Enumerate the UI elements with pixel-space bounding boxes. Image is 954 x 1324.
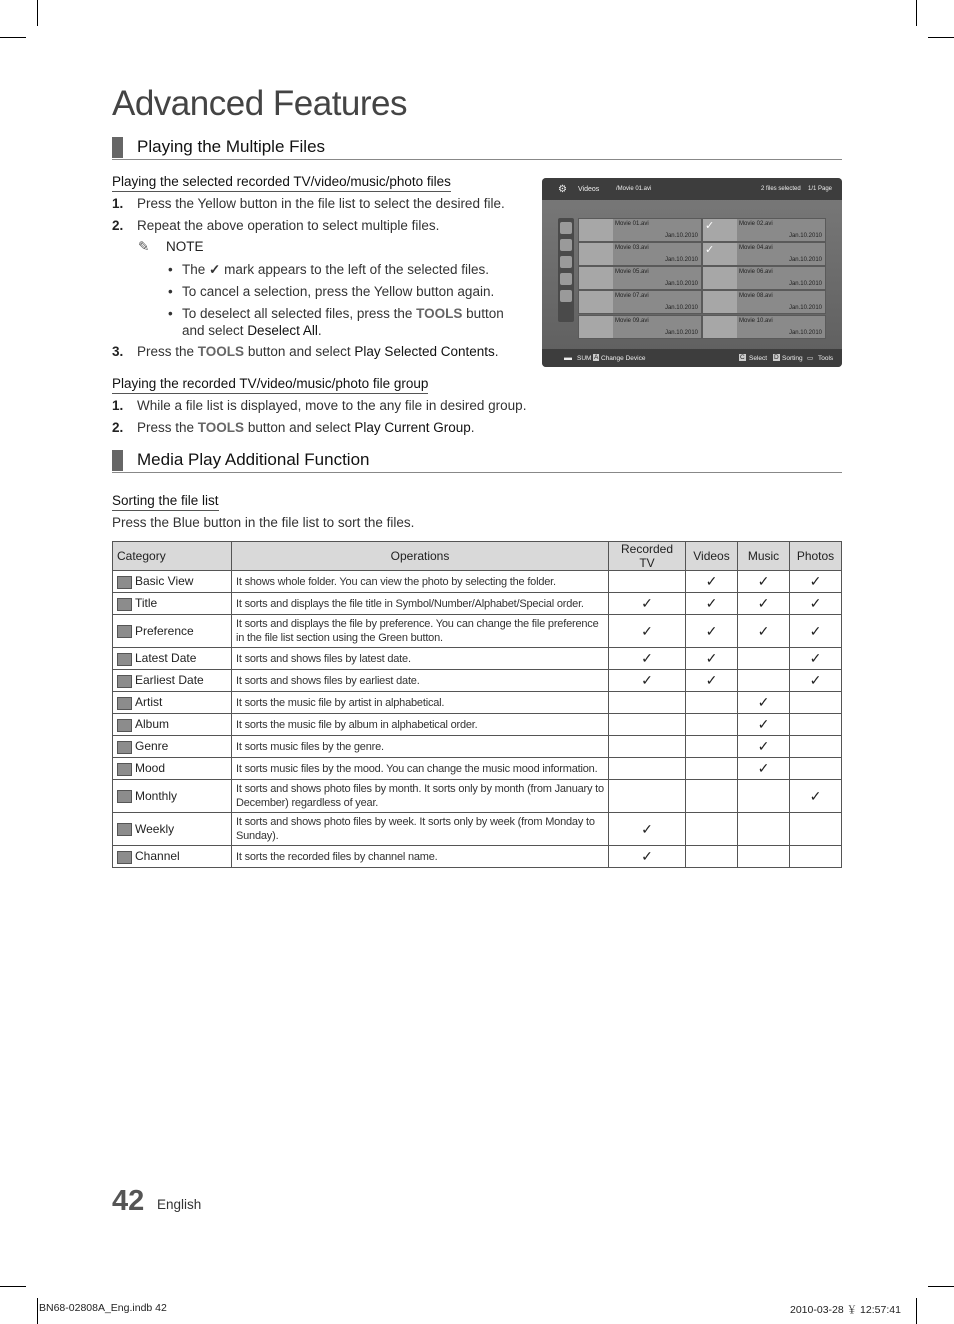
music-check: ✓ [738,615,790,648]
table-row [113,692,842,714]
recorded-tv-check [609,571,686,593]
note-text: To cancel a selection, press the Yellow button again. [182,284,495,299]
play-group-keyword: Play Current Group [354,420,471,435]
category-icon [117,675,132,688]
category-label: Mood [135,761,166,776]
bullet-dot-icon: • [168,284,173,299]
tv-footer [542,349,842,367]
photos-check [790,758,842,780]
subheading-selected-files: Playing the selected recorded TV/video/music/photo files [112,174,451,192]
file-date: Jan.10.2010 [664,233,698,239]
table-row [113,648,842,670]
group-step-2: 2. Press the TOOLS button and select Play Current Group. [112,420,475,435]
crop-mark [916,0,917,26]
music-check: ✓ [738,758,790,780]
recorded-tv-check [609,736,686,758]
photos-check: ✓ [790,571,842,593]
tv-file-tile[interactable] [578,218,702,242]
file-name: Movie 09.avi [615,318,649,324]
tools-keyword: TOOLS [197,420,245,435]
file-name: Movie 07.avi [615,293,649,299]
videos-check: ✓ [686,571,738,593]
file-date: Jan.10.2010 [788,305,822,311]
file-name: Movie 10.avi [739,318,773,324]
tools-icon: ▭ [807,355,814,362]
section-title: Playing the Multiple Files [137,137,326,156]
category-icon [117,697,132,710]
operation-cell: It sorts and shows photo files by week. It sorts only by week (from Monday to Sunday). [232,813,609,846]
step-text: button and select [247,344,351,359]
file-name: Movie 05.avi [615,269,649,275]
deselect-all-keyword: Deselect All [247,323,318,338]
tv-file-tile[interactable] [578,290,702,314]
recorded-tv-check [609,692,686,714]
file-name: Movie 03.avi [615,245,649,251]
section-bar [112,137,123,158]
tv-file-list-screenshot [542,178,842,367]
step-text: button and select [247,420,351,435]
page-number: 42 [112,1185,145,1217]
category-icon [117,763,132,776]
category-cell [113,813,232,846]
music-check [738,648,790,670]
note-text: To deselect all selected files, press the [182,306,413,321]
col-header: Operations [232,542,609,571]
subheading-sorting: Sorting the file list [112,493,219,511]
bullet-dot-icon: • [168,306,173,321]
note-block [138,239,204,255]
step-text: While a file list is displayed, move to the any file in desired group. [137,398,527,413]
category-label: Album [135,717,170,732]
crop-mark [928,37,954,38]
film-reel-icon [703,291,737,313]
thumbnail [579,219,613,241]
photos-check [790,692,842,714]
checkmark-icon: ✓ [209,262,221,277]
tv-file-tile[interactable] [578,315,702,339]
note-text: and select [182,323,244,338]
tv-header-path: /Movie 01.avi [616,186,652,192]
tv-header-title: Videos [578,186,600,193]
tv-file-tile[interactable] [578,266,702,290]
step-text: Press the [137,344,195,359]
table-row [113,736,842,758]
note-pencil-icon: ✎ [138,239,150,254]
category-cell [113,648,232,670]
d-button-key: D [774,354,779,361]
tv-file-tile[interactable] [702,218,826,242]
category-cell [113,692,232,714]
step-1: 1. Press the Yellow button in the file list to select the desired file. [112,196,505,211]
recorded-tv-check [609,780,686,813]
tools-label: Tools [818,355,834,362]
note-text: button [466,306,504,321]
crop-mark [0,1286,26,1287]
file-name: Movie 02.avi [739,221,773,227]
table-row [113,846,842,868]
photos-check: ✓ [790,670,842,692]
film-reel-icon [579,316,613,338]
video-reel-icon: ⚙ [558,184,567,195]
group-step-1: 1. While a file list is displayed, move to the any file in desired group. [112,398,527,413]
category-label: Latest Date [135,651,197,666]
section-title: Media Play Additional Function [137,450,370,469]
crop-mark [0,37,26,38]
operation-cell: It sorts and shows files by latest date. [232,648,609,670]
photos-check: ✓ [790,780,842,813]
music-check [738,670,790,692]
videos-check [686,736,738,758]
step-text: Repeat the above operation to select multiple files. [137,218,440,233]
sorting-intro: Press the Blue button in the file list to sort the files. [112,515,415,530]
recorded-tv-check [609,714,686,736]
videos-check [686,846,738,868]
category-icon [117,576,132,589]
photos-check [790,714,842,736]
col-header: Recorded TV [609,542,686,571]
operation-cell: It shows whole folder. You can view the photo by selecting the folder. [232,571,609,593]
category-icon [117,625,132,638]
category-cell [113,571,232,593]
tv-page: 1/1 Page [808,186,833,192]
category-label: Title [135,596,158,611]
film-reel-icon [703,316,737,338]
file-name: Movie 04.avi [739,245,773,251]
videos-check [686,758,738,780]
thumbnail [579,243,613,265]
operation-cell: It sorts and displays the file by preference. You can change the file preference in the file list section using the Green button. [232,615,609,648]
table-row [113,593,842,615]
operation-cell: It sorts and shows photo files by month. It sorts only by month (from January to December) regardless of year. [232,780,609,813]
file-date: Jan.10.2010 [664,281,698,287]
file-date: Jan.10.2010 [788,281,822,287]
select-label: Select [749,355,768,362]
music-check: ✓ [738,714,790,736]
tv-selected-count: 2 files selected [761,186,801,192]
operation-cell: It sorts the recorded files by channel name. [232,846,609,868]
photos-check [790,813,842,846]
tools-keyword: TOOLS [416,306,463,321]
subheading-file-group: Playing the recorded TV/video/music/photo file group [112,376,428,394]
operation-cell: It sorts and displays the file title in Symbol/Number/Alphabet/Special order. [232,593,609,615]
crop-mark [928,1286,954,1287]
table-row [113,571,842,593]
checkmark-icon: ✓ [705,244,715,256]
usb-device-icon: ▬ [564,353,572,362]
photos-check: ✓ [790,648,842,670]
tools-keyword: TOOLS [197,344,245,359]
recorded-tv-check: ✓ [609,670,686,692]
videos-check: ✓ [686,593,738,615]
category-cell [113,736,232,758]
music-check: ✓ [738,593,790,615]
a-button-key: A [594,354,599,361]
tv-file-tile[interactable] [702,315,826,339]
section-heading-media-play [112,450,842,473]
checkmark-icon: ✓ [705,220,715,232]
category-label: Monthly [135,788,178,803]
category-label: Preference [135,623,194,638]
photos-check: ✓ [790,593,842,615]
videos-check [686,813,738,846]
music-check [738,846,790,868]
category-label: Weekly [135,821,175,836]
table-row [113,780,842,813]
table-row [113,813,842,846]
file-date: Jan.10.2010 [664,257,698,263]
category-cell [113,714,232,736]
recorded-tv-check: ✓ [609,615,686,648]
category-label: Genre [135,739,169,754]
category-icon [117,823,132,836]
note-text: mark appears to the left of the selected files. [224,262,490,277]
file-date: Jan.10.2010 [664,330,698,336]
music-check: ✓ [738,571,790,593]
file-date: Jan.10.2010 [788,233,822,239]
step-2: 2. Repeat the above operation to select multiple files. [112,218,440,233]
videos-check [686,692,738,714]
file-name: Movie 06.avi [739,269,773,275]
note-label: NOTE [166,239,204,254]
recorded-tv-check: ✓ [609,813,686,846]
tv-file-tile[interactable] [702,266,826,290]
step-text: Press the [137,420,195,435]
col-header: Photos [790,542,842,571]
table-row [113,615,842,648]
photos-check [790,846,842,868]
tv-device-name: SUM [577,355,592,362]
thumbnail [579,291,613,313]
category-cell [113,615,232,648]
operation-cell: It sorts and shows files by earliest date. [232,670,609,692]
category-icon [117,851,132,864]
music-check: ✓ [738,692,790,714]
print-timestamp: 2010-03-28 ￥ 12:57:41 [790,1304,901,1316]
sorting-label: Sorting [782,355,803,362]
tv-file-tile[interactable] [702,290,826,314]
table-row [113,714,842,736]
c-button-key: C [740,354,745,361]
play-selected-keyword: Play Selected Contents [354,344,495,359]
category-icon [117,598,132,611]
thumbnail [579,267,613,289]
step-3: 3. Press the TOOLS button and select Play Selected Contents. [112,344,499,359]
col-header: Category [113,542,232,571]
tv-file-tile[interactable] [578,242,702,266]
step-text: Press the Yellow button in the file list to select the desired file. [137,196,505,211]
crop-mark [37,0,38,26]
recorded-tv-check: ✓ [609,593,686,615]
page-title: Advanced Features [112,84,408,123]
print-file-info: BN68-02808A_Eng.indb 42 [39,1302,167,1314]
videos-check: ✓ [686,615,738,648]
category-label: Earliest Date [135,673,204,688]
table-row [113,670,842,692]
operation-cell: It sorts the music file by artist in alphabetical. [232,692,609,714]
music-check: ✓ [738,736,790,758]
section-heading-multiple-files [112,137,842,160]
category-label: Channel [135,849,180,864]
crop-mark [37,1298,38,1324]
crop-mark [916,1298,917,1324]
file-name: Movie 01.avi [615,221,649,227]
page-language: English [157,1197,202,1212]
videos-check [686,780,738,813]
col-header: Music [738,542,790,571]
music-check [738,813,790,846]
sorting-table [112,541,842,868]
file-date: Jan.10.2010 [788,257,822,263]
table-header-row [113,542,842,571]
category-cell [113,670,232,692]
file-date: Jan.10.2010 [788,330,822,336]
category-cell [113,780,232,813]
recorded-tv-check: ✓ [609,846,686,868]
change-device-label: Change Device [601,355,646,362]
category-label: Artist [135,695,163,710]
operation-cell: It sorts music files by the genre. [232,736,609,758]
category-cell [113,758,232,780]
note-text: The [182,262,206,277]
table-row [113,758,842,780]
category-icon [117,790,132,803]
category-cell [113,846,232,868]
category-label: Basic View [135,574,194,589]
videos-check [686,714,738,736]
film-reel-icon [703,267,737,289]
videos-check: ✓ [686,670,738,692]
music-check [738,780,790,813]
section-bar [112,450,123,471]
tv-file-tile[interactable] [702,242,826,266]
category-cell [113,593,232,615]
operation-cell: It sorts the music file by album in alphabetical order. [232,714,609,736]
recorded-tv-check: ✓ [609,648,686,670]
bullet-dot-icon: • [168,262,173,277]
videos-check: ✓ [686,648,738,670]
file-date: Jan.10.2010 [664,305,698,311]
tv-header [542,178,842,200]
col-header: Videos [686,542,738,571]
category-icon [117,741,132,754]
photos-check: ✓ [790,615,842,648]
file-name: Movie 08.avi [739,293,773,299]
tv-sidebar [558,218,574,322]
category-icon [117,653,132,666]
photos-check [790,736,842,758]
recorded-tv-check [609,758,686,780]
category-icon [117,719,132,732]
operation-cell: It sorts music files by the mood. You can change the music mood information. [232,758,609,780]
